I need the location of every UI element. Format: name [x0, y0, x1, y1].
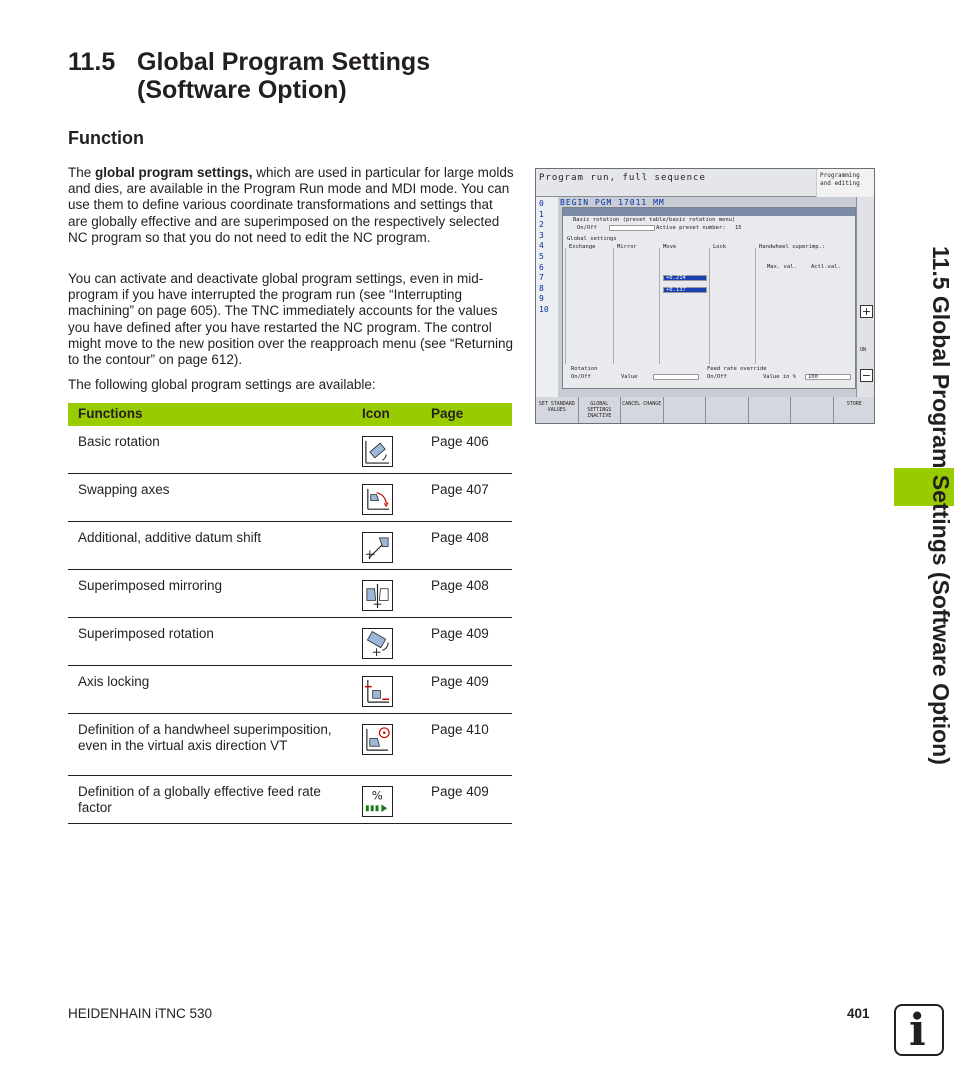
row-function: Superimposed rotation: [78, 626, 214, 641]
info-glyph: i: [909, 1005, 926, 1056]
actl-val-label: Actl.val.: [811, 264, 841, 270]
handwheel-icon: [362, 724, 393, 755]
row-function: Swapping axes: [78, 482, 170, 497]
softkey-store[interactable]: STORE: [834, 397, 876, 424]
lock-column: [709, 248, 755, 364]
move-x-value: +0.214: [666, 275, 686, 281]
dialog-titlebar: [563, 208, 855, 216]
table-row: [68, 618, 512, 666]
feed-override-label: Feed rate override: [707, 366, 767, 372]
active-preset-label: Active preset number:: [656, 225, 726, 231]
global-settings-label: Global settings: [567, 236, 617, 242]
table-header: [68, 403, 512, 426]
move-y-value: +0.137: [666, 287, 686, 293]
feed-value-label: Value in %: [763, 374, 797, 380]
row-page[interactable]: Page 410: [431, 722, 489, 737]
table-row: [68, 570, 512, 618]
row-page[interactable]: Page 408: [431, 578, 489, 593]
line-number: 5: [539, 251, 544, 261]
active-preset-value: 15: [735, 225, 742, 231]
intro-bold: global program settings,: [95, 165, 253, 180]
section-title-line2: (Software Option): [137, 76, 347, 104]
row-page[interactable]: Page 407: [431, 482, 489, 497]
header-functions: Functions: [78, 406, 143, 421]
global-settings-dialog: [562, 207, 856, 389]
paragraph-intro: [68, 165, 514, 246]
row-function: Superimposed mirroring: [78, 578, 223, 593]
plus-button[interactable]: +: [861, 305, 872, 318]
row-page[interactable]: Page 409: [431, 784, 489, 799]
basic-rotation-icon: [362, 436, 393, 467]
sidebar: [894, 70, 954, 940]
rotation-label: Rotation: [571, 366, 598, 372]
line-numbers: [536, 197, 558, 397]
softkey-empty[interactable]: [706, 397, 749, 424]
basic-rotation-onoff[interactable]: On/Off: [577, 225, 597, 231]
rotation-value-label: Value: [621, 374, 638, 380]
line-number: 0: [539, 199, 544, 208]
header-icon: Icon: [362, 406, 390, 421]
footer-product: HEIDENHAIN iTNC 530: [68, 1006, 213, 1021]
line-number: 3: [539, 230, 544, 240]
datum-shift-icon: [362, 532, 393, 563]
lock-label: Lock: [713, 244, 727, 250]
table-row: [68, 776, 512, 824]
handwheel-label: Handwheel superimp.:: [759, 244, 826, 250]
swap-axes-icon: [362, 484, 393, 515]
line-number: 1: [539, 209, 544, 219]
row-page[interactable]: Page 409: [431, 626, 489, 641]
rotation-value-field[interactable]: [653, 374, 699, 380]
basic-rotation-label: Basic rotation (preset table/basic rotation menu): [573, 217, 736, 223]
table-row: [68, 714, 512, 776]
softkey-set-standard[interactable]: SET STANDARD VALUES: [536, 397, 579, 424]
right-softkey-bar: [856, 197, 875, 397]
paragraph-activation: You can activate and deactivate global program settings, even in mid-program if you have interrupted the program run (see “Interrupting machining” on page 605). The TNC immediately accounts for the values you have defined after you have restarted the NC program. The control might move to the new position over the reapproach menu (see “Returning to the contour” on page 612).: [68, 271, 513, 368]
header-page: Page: [431, 406, 464, 421]
rotation-icon: [362, 628, 393, 659]
line-number: 8: [539, 283, 544, 293]
line-number: 6: [539, 262, 544, 272]
mirror-label: Mirror: [617, 244, 637, 250]
mirror-column: [613, 248, 659, 364]
axis-lock-icon: [362, 676, 393, 707]
row-function: Additional, additive datum shift: [78, 530, 262, 545]
svg-text:%: %: [371, 788, 383, 803]
sidebar-chapter-title: 11.5 Global Program Settings (Software Option): [928, 245, 954, 765]
tnc-screenshot: [535, 168, 875, 424]
feed-rate-icon: [362, 786, 393, 817]
info-icon: [894, 1004, 944, 1056]
functions-table: [68, 403, 512, 824]
line-number: 4: [539, 241, 544, 251]
move-label: Move: [663, 244, 677, 250]
intro-prefix: The: [68, 165, 96, 180]
row-page[interactable]: Page 409: [431, 674, 489, 689]
max-val-label: Max. val.: [767, 264, 797, 270]
row-function: Definition of a handwheel superimposition, even in the virtual axis direction VT: [78, 722, 332, 753]
section-number: 11.5: [68, 48, 116, 76]
rotation-onoff[interactable]: On/Off: [571, 374, 591, 380]
section-title-line1: Global Program Settings: [137, 48, 431, 76]
minus-button[interactable]: −: [861, 369, 872, 382]
softkey-cancel-change[interactable]: CANCEL CHANGE: [621, 397, 664, 424]
feed-value: 100: [808, 374, 818, 380]
line-number: 2: [539, 220, 544, 230]
softkey-empty[interactable]: [791, 397, 834, 424]
paragraph-available: The following global program settings are available:: [68, 377, 376, 392]
row-page[interactable]: Page 406: [431, 434, 489, 449]
exchange-label: Exchange: [569, 244, 596, 250]
program-line: BEGIN PGM 17011 MM: [560, 198, 665, 207]
mirror-icon: [362, 580, 393, 611]
softkey-row: [536, 397, 875, 424]
row-page[interactable]: Page 408: [431, 530, 489, 545]
feed-onoff[interactable]: On/Off: [707, 374, 727, 380]
screen-title: Program run, full sequence: [536, 169, 816, 197]
subheading-function: Function: [68, 128, 144, 148]
softkey-empty[interactable]: [749, 397, 792, 424]
row-function: Axis locking: [78, 674, 150, 689]
table-row: [68, 522, 512, 570]
intro-rest: which are used in particular for large molds and dies, are available in the Program Run mode and MDI mode. You can use them to define various coordinate transformations and settings that are globally effective and are superimposed on the respectively selected NC program so that you do not need to edit the NC program.: [68, 165, 514, 245]
softkey-empty[interactable]: [664, 397, 707, 424]
exchange-column: [565, 248, 611, 364]
move-column: [659, 248, 709, 364]
row-function: Definition of a globally effective feed rate factor: [78, 784, 321, 815]
softkey-global-inactive[interactable]: GLOBAL SETTINGS INACTIVE: [579, 397, 622, 424]
row-function: Basic rotation: [78, 434, 160, 449]
table-row: [68, 426, 512, 474]
line-number: 9: [539, 294, 544, 304]
line-number: 10: [539, 304, 549, 314]
page-number: 401: [847, 1006, 870, 1021]
table-row: [68, 666, 512, 714]
line-number: 7: [539, 273, 544, 283]
basic-rotation-value[interactable]: [609, 225, 655, 231]
mode-button[interactable]: Programming and editing: [817, 169, 875, 197]
table-row: [68, 474, 512, 522]
on-label: ON: [860, 347, 867, 353]
